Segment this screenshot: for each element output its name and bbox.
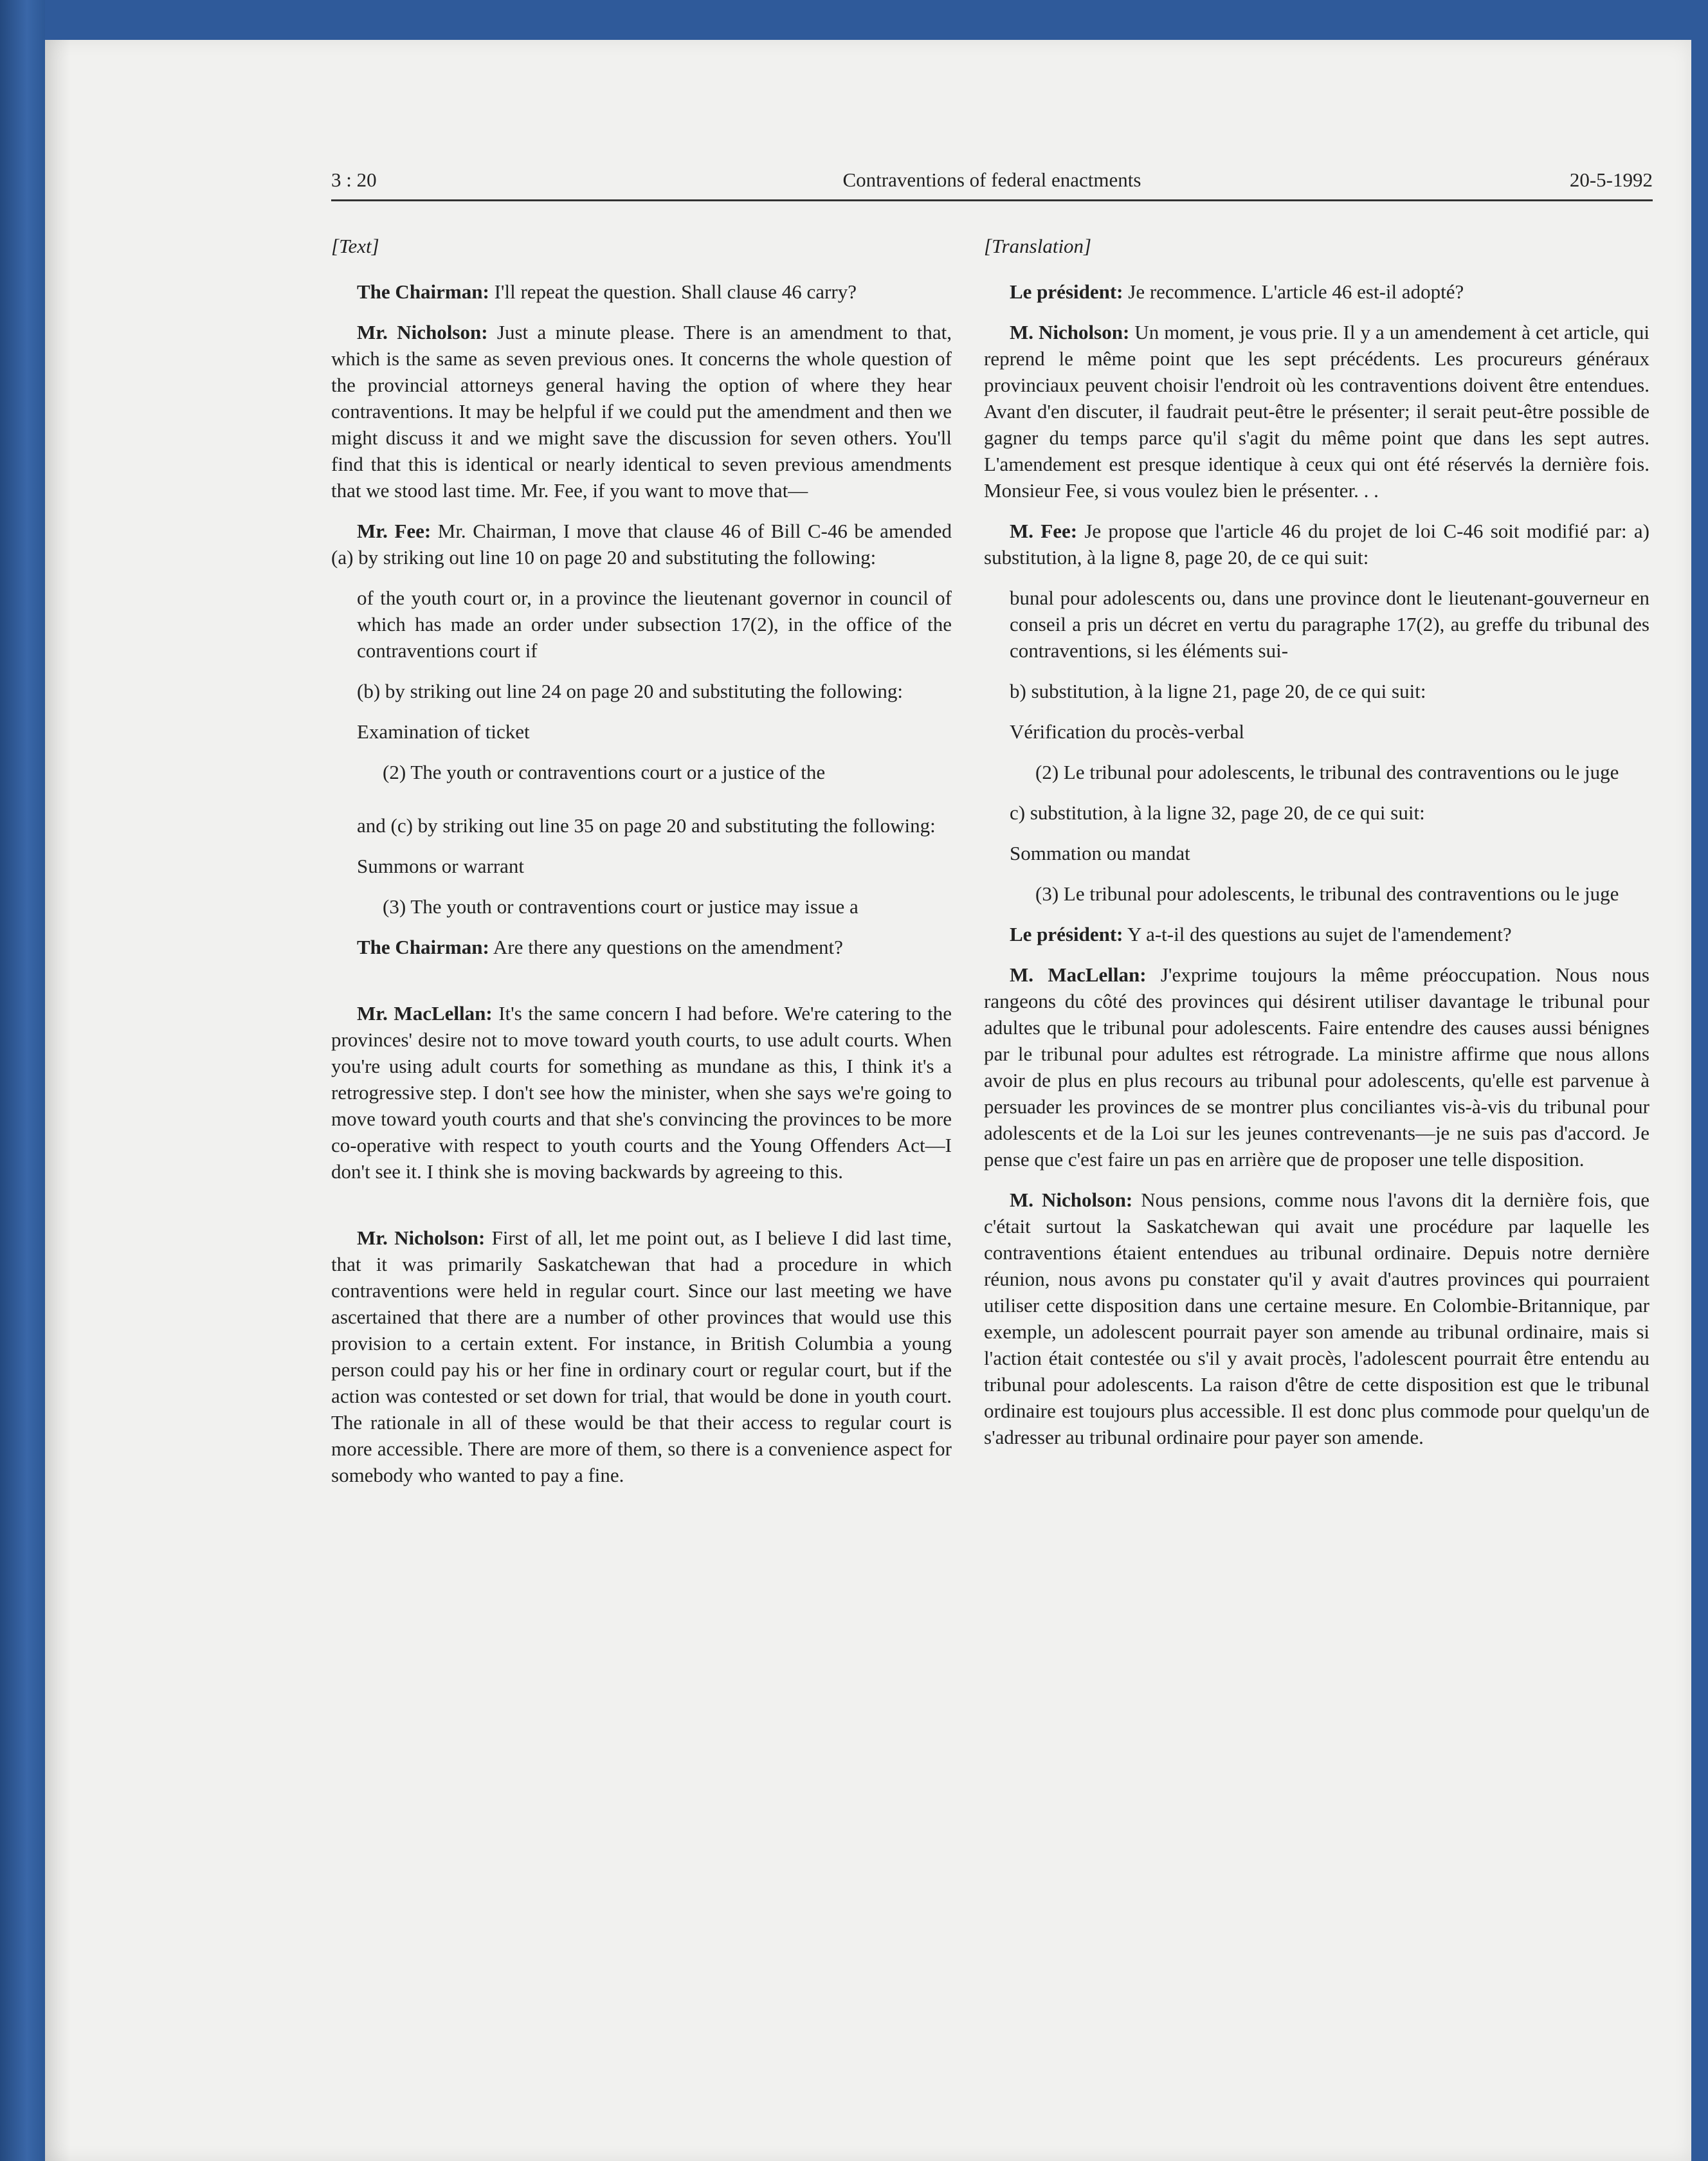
speaker: M. Nicholson: bbox=[1010, 1189, 1133, 1211]
speaker: Mr. Nicholson: bbox=[357, 1226, 486, 1249]
amendment-heading: Summons or warrant bbox=[357, 855, 525, 877]
binder-edge bbox=[0, 0, 45, 2161]
speech: Y a-t-il des questions au sujet de l'amendement? bbox=[1123, 923, 1512, 945]
speaker: M. Fee: bbox=[1010, 520, 1078, 542]
speaker: Mr. Fee: bbox=[357, 520, 432, 542]
speech: Je propose que l'article 46 du projet de loi C-46 soit modifié par: a) substitution, à la ligne 8, page 20, de ce qui suit: bbox=[984, 520, 1649, 569]
speech: It's the same concern I had before. We're catering to the provinces' desire not to move toward youth courts, to use adult courts. When you're using adult courts for something as mundane as this, I think it's a retrogressive step. I don't see how the minister, when she says we're going to move toward youth courts and that she's convincing the provinces to be more co-operative with respect to youth courts and the Young Offenders Act—I don't see it. I think she is moving backwards by agreeing to this. bbox=[331, 1002, 952, 1183]
speaker: Le président: bbox=[1010, 923, 1123, 945]
amendment-text: bunal pour adolescents ou, dans une province dont le lieutenant-gouverneur en conseil a pris un décret en vertu du paragraphe 17(2), au greffe du tribunal des contraventions, si les éléments sui- bbox=[1010, 587, 1649, 662]
speech: Je recommence. L'article 46 est-il adopté? bbox=[1123, 280, 1464, 303]
french-column bbox=[984, 233, 1649, 1464]
amendment-text: of the youth court or, in a province the lieutenant governor in council of which has made an order under subsection 17(2), in the office of the contraventions court if bbox=[357, 587, 952, 662]
paragraph bbox=[331, 319, 952, 504]
speaker: Mr. Nicholson: bbox=[357, 321, 488, 343]
speaker: The Chairman: bbox=[357, 936, 489, 958]
speech: Nous pensions, comme nous l'avons dit la dernière fois, que c'était surtout la Saskatchewan qui avait une procédure par laquelle les contraventions étaient entendues au tribunal ordinaire. Depuis notre dernière réunion, nous avons pu constater qu'il y avait d'autres provinces qui pourraient utiliser cette disposition dans une certaine mesure. En Colombie-Britannique, par exemple, un adolescent pourrait payer son amende au tribunal ordinaire, mais si l'action était contestée ou s'il y avait procès, l'adolescent pourrait être entendu au tribunal pour adolescents. La raison d'être de cette disposition est que le tribunal ordinaire est toujours plus accessible. Il est donc plus commode pour quelqu'un de s'adresser au tribunal ordinaire pour payer son amende. bbox=[984, 1189, 1649, 1448]
header-date: 20-5-1992 bbox=[1569, 169, 1653, 191]
translation-label: [Translation] bbox=[984, 235, 1092, 257]
amendment-heading: Vérification du procès-verbal bbox=[1010, 720, 1244, 743]
speaker: The Chairman: bbox=[357, 280, 489, 303]
paragraph bbox=[331, 278, 952, 305]
paragraph bbox=[984, 278, 1649, 305]
paragraph bbox=[331, 1225, 952, 1488]
speaker: M. Nicholson: bbox=[1010, 321, 1130, 343]
amendment-text: (3) Le tribunal pour adolescents, le tribunal des contraventions ou le juge bbox=[1035, 882, 1619, 905]
paragraph bbox=[331, 518, 952, 570]
english-column bbox=[331, 233, 952, 1502]
speech: Are there any questions on the amendment? bbox=[489, 936, 843, 958]
speech: Un moment, je vous prie. Il y a un amendement à cet article, qui reprend le même point que les sept précédents. Les procureurs généraux provinciaux peuvent choisir l'endroit où les contraventions doivent être entendues. Avant d'en discuter, il faudrait peut-être le présenter; il serait peut-être possible de gagner du temps parce qu'il s'agit du même point que dans les sept autres. L'amendement est presque identique à ceux qui ont été réservés la dernière fois. Monsieur Fee, si vous voulez bien le présenter. . . bbox=[984, 321, 1649, 502]
paragraph bbox=[331, 934, 952, 960]
paragraph: and (c) by striking out line 35 on page 20 and substituting the following: bbox=[357, 814, 936, 837]
paragraph bbox=[984, 921, 1649, 947]
running-title: Contraventions of federal enactments bbox=[842, 169, 1141, 191]
speech: I'll repeat the question. Shall clause 46 carry? bbox=[489, 280, 857, 303]
page-number: 3 : 20 bbox=[331, 169, 377, 191]
amendment-heading: Sommation ou mandat bbox=[1010, 842, 1190, 864]
amendment-text: (2) Le tribunal pour adolescents, le tribunal des contraventions ou le juge bbox=[1035, 761, 1619, 783]
paragraph bbox=[984, 1187, 1649, 1450]
document-page bbox=[45, 40, 1691, 2161]
paragraph bbox=[984, 962, 1649, 1172]
amendment-heading: Examination of ticket bbox=[357, 720, 530, 743]
paragraph bbox=[984, 518, 1649, 570]
text-label: [Text] bbox=[331, 235, 379, 257]
paragraph bbox=[331, 1000, 952, 1185]
speech: Mr. Chairman, I move that clause 46 of Bill C-46 be amended (a) by striking out line 10 on page 20 and substituting the following: bbox=[331, 520, 952, 569]
speech: First of all, let me point out, as I believe I did last time, that it was primarily Saskatchewan that had a procedure in which contraventions were held in regular court. Since our last meeting we have ascertained that there are a number of other provinces that would use this provision to a certain extent. For instance, in British Columbia a young person could pay his or her fine in ordinary court or regular court, but if the action was contested or set down for trial, that would be done in youth court. The rationale in all of these would be that their access to regular court is more accessible. There are more of them, so there is a convenience aspect for somebody who wanted to pay a fine. bbox=[331, 1226, 952, 1486]
speech: J'exprime toujours la même préoccupation. Nous nous rangeons du côté des provinces qui désirent utiliser davantage le tribunal pour adultes que le tribunal pour adolescents. Faire entendre des causes aussi bénignes par le tribunal pour adultes est rétrograde. La ministre affirme que nous allons avoir de plus en plus recours au tribunal pour adolescents, qu'elle est parvenue à persuader les provinces de se montrer plus conciliantes vis-à-vis du tribunal pour adolescents et de la Loi sur les jeunes contrevenants—je ne suis pas d'accord. Je pense que c'est faire un pas en arrière que de proposer une telle disposition. bbox=[984, 963, 1649, 1171]
amendment-text: (3) The youth or contraventions court or justice may issue a bbox=[383, 895, 859, 918]
amendment-text: (2) The youth or contraventions court or a justice of the bbox=[383, 761, 826, 783]
paragraph: (b) by striking out line 24 on page 20 and substituting the following: bbox=[357, 680, 903, 702]
speech: Just a minute please. There is an amendment to that, which is the same as seven previous ones. It concerns the whole question of the provincial attorneys general having the option of where they hear contraventions. It may be helpful if we could put the amendment and then we might discuss it and we might save the discussion for seven others. You'll find that this is identical or nearly identical to seven previous amendments that we stood last time. Mr. Fee, if you want to move that— bbox=[331, 321, 952, 502]
speaker: M. MacLellan: bbox=[1010, 963, 1147, 986]
speaker: Mr. MacLellan: bbox=[357, 1002, 493, 1025]
paragraph bbox=[984, 319, 1649, 504]
speaker: Le président: bbox=[1010, 280, 1123, 303]
paragraph: b) substitution, à la ligne 21, page 20, de ce qui suit: bbox=[1010, 680, 1426, 702]
page-shadow bbox=[45, 40, 71, 2161]
paragraph: c) substitution, à la ligne 32, page 20, de ce qui suit: bbox=[1010, 801, 1425, 824]
page-header bbox=[331, 166, 1653, 201]
